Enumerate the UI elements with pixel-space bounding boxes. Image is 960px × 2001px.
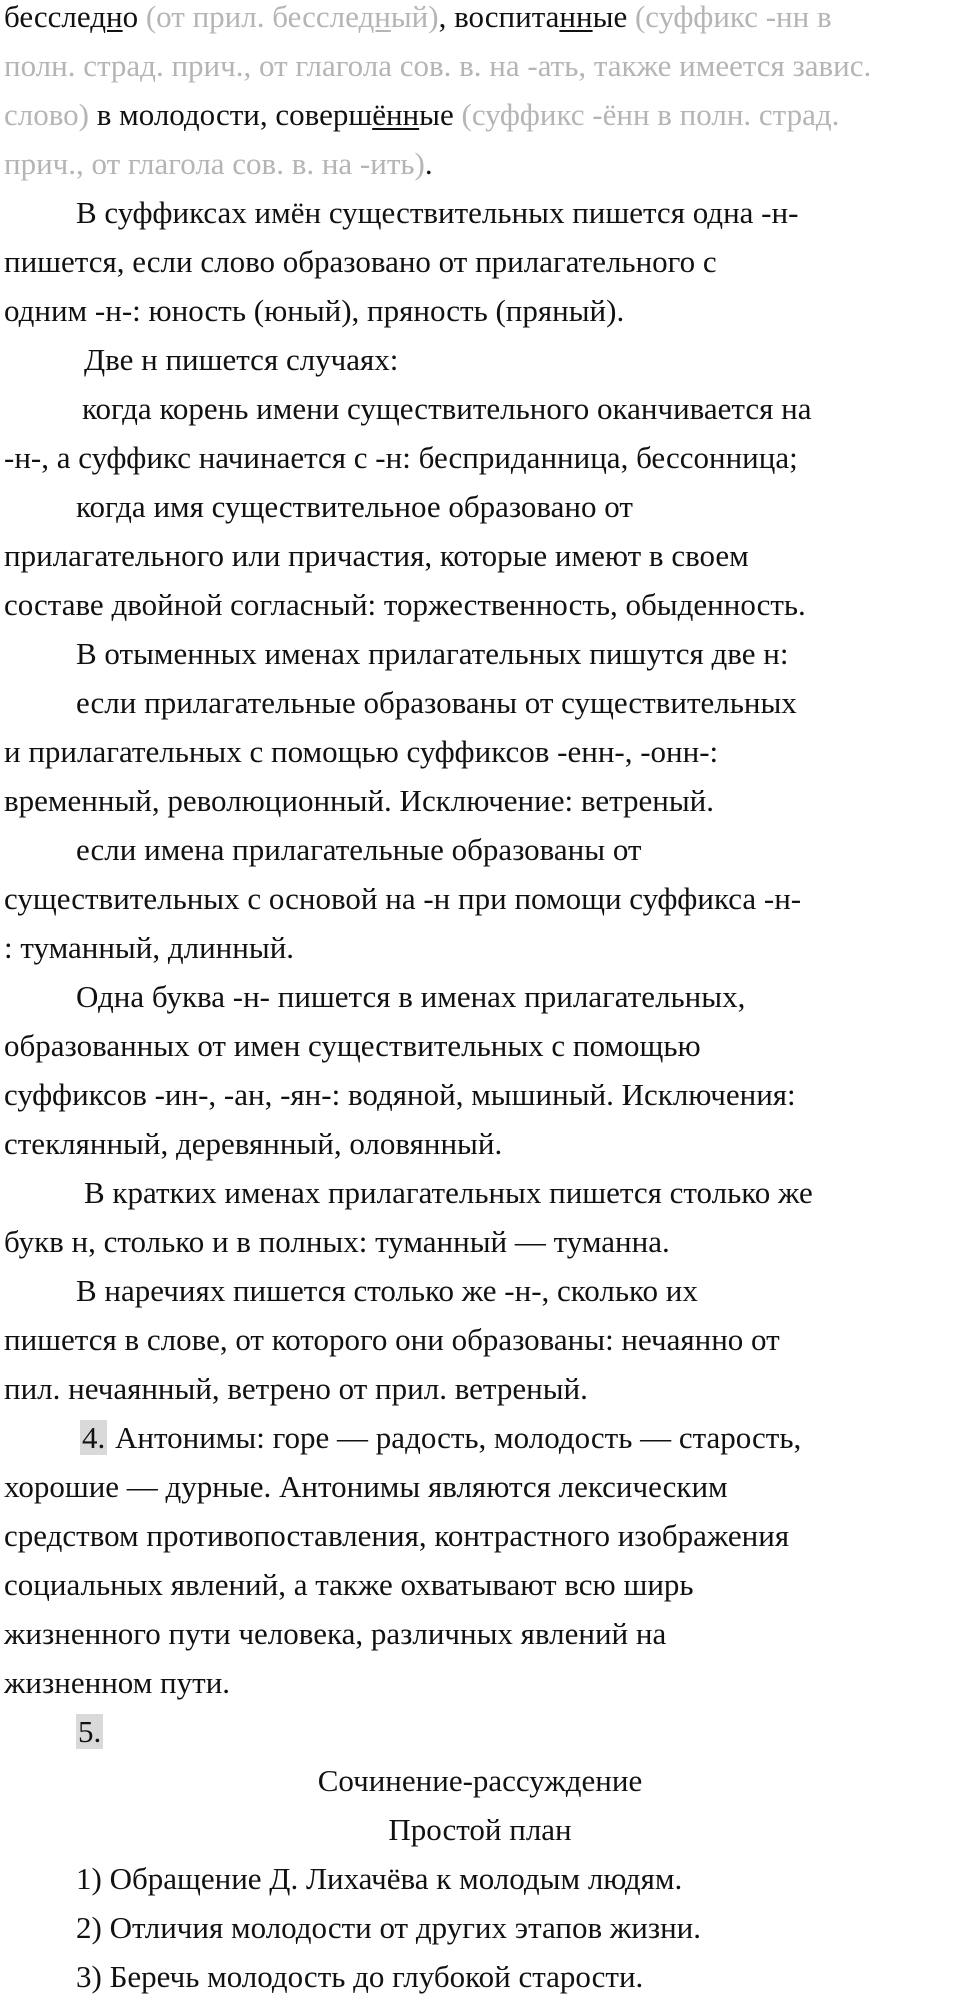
paragraph-line: жизненного пути человека, различных явлений на: [4, 1616, 667, 1651]
paragraph-line: если имена прилагательные образованы от: [76, 832, 642, 867]
word-text: в молодости, соверш: [96, 97, 373, 132]
annotation-text: (суффикс -ённ в полн. страд.: [461, 97, 840, 132]
paragraph-line: составе двойной согласный: торжественность, обыденность.: [4, 587, 806, 622]
paragraph-line: если прилагательные образованы от существительных: [76, 685, 797, 720]
paragraph-line: жизненном пути.: [4, 1665, 231, 1700]
paragraph-line: одним -н-: юность (юный), пряность (пряный).: [4, 293, 625, 328]
annotation-text: слово): [4, 97, 89, 132]
word-text: ые: [592, 0, 628, 34]
paragraph-line: пишется, если слово образовано от прилагательного с: [4, 244, 717, 279]
item-number-badge: 5.: [78, 1714, 102, 1749]
paragraph-line: пишется в слове, от которого они образованы: нечаянно от: [4, 1322, 780, 1357]
word-text: , воспита: [438, 0, 560, 34]
paragraph-line: В отыменных именах прилагательных пишутся две н:: [76, 636, 789, 671]
word-text: бессле: [4, 0, 91, 34]
paragraph-line: временный, революционный. Исключение: ветреный.: [4, 783, 715, 818]
paragraph-line: социальных явлений, а также охватывают всю ширь: [4, 1567, 694, 1602]
example-line-1: [4, 0, 832, 41]
plan-heading: Простой план: [388, 1812, 572, 1847]
essay-heading: Сочинение-рассуждение: [317, 1763, 643, 1798]
word-text: ые: [419, 97, 454, 132]
paragraph-line: В суффиксах имён существительных пишется одна -н-: [76, 195, 799, 230]
paragraph-line: хорошие — дурные. Антонимы являются лексическим: [4, 1469, 728, 1504]
underlined-letters: ённ: [372, 97, 420, 132]
annotation-line: полн. страд. прич., от глагола сов. в. на -ать, также имеется завис.: [4, 48, 872, 83]
plan-item: 3) Беречь молодость до глубокой старости.: [76, 1959, 644, 1994]
period-text: .: [424, 146, 433, 181]
word-text: о: [122, 0, 139, 34]
item-4-first-line: [80, 1413, 801, 1462]
paragraph-line: букв н, столько и в полных: туманный — туманна.: [4, 1224, 670, 1259]
paragraph-line: пил. нечаянный, ветрено от прил. ветреный.: [4, 1371, 588, 1406]
plan-item: 2) Отличия молодости от других этапов жизни.: [76, 1910, 702, 1945]
paragraph-line: : туманный, длинный.: [4, 930, 295, 965]
item-number-badge: 4.: [82, 1420, 106, 1455]
annotation-text: прич., от глагола сов. в. на -ить): [4, 146, 425, 181]
paragraph-line: суффиксов -ин-, -ан, -ян-: водяной, мышиный. Исключения:: [4, 1077, 796, 1112]
plan-item: 1) Обращение Д. Лихачёва к молодым людям.: [76, 1861, 683, 1896]
underlined-letters: нн: [559, 0, 593, 34]
paragraph-line: когда корень имени существительного оканчивается на: [82, 391, 812, 426]
paragraph-line: Две н пишется случаях:: [84, 342, 399, 377]
paragraph-line: прилагательного или причастия, которые имеют в своем: [4, 538, 749, 573]
underlined-letters: дн: [90, 0, 123, 34]
paragraph-line: и прилагательных с помощью суффиксов -енн-, -онн-:: [4, 734, 719, 769]
paragraph-line: когда имя существительное образовано от: [76, 489, 633, 524]
annotation-text: (суффикс -нн в: [634, 0, 832, 34]
paragraph-line: В наречиях пишется столько же -н-, сколько их: [76, 1273, 698, 1308]
paragraph-line: существительных с основой на -н при помощи суффикса -н-: [4, 881, 802, 916]
paragraph-line: В кратких именах прилагательных пишется столько же: [84, 1175, 813, 1210]
paragraph-line: Одна буква -н- пишется в именах прилагательных,: [76, 979, 746, 1014]
paragraph-line: -н-, а суффикс начинается с -н: бесприданница, бессонница;: [4, 440, 798, 475]
paragraph-line: средством противопоставления, контрастного изображения: [4, 1518, 790, 1553]
example-line-3: [4, 90, 839, 139]
annotation-text: (от прил. бесследный): [145, 0, 439, 34]
paragraph-line: образованных от имен существительных с помощью: [4, 1028, 701, 1063]
item-5-number: [76, 1707, 103, 1756]
paragraph-line: стеклянный, деревянный, оловянный.: [4, 1126, 503, 1161]
example-line-4: [4, 139, 433, 188]
item-text: Антонимы: горе — радость, молодость — старость,: [107, 1420, 802, 1455]
